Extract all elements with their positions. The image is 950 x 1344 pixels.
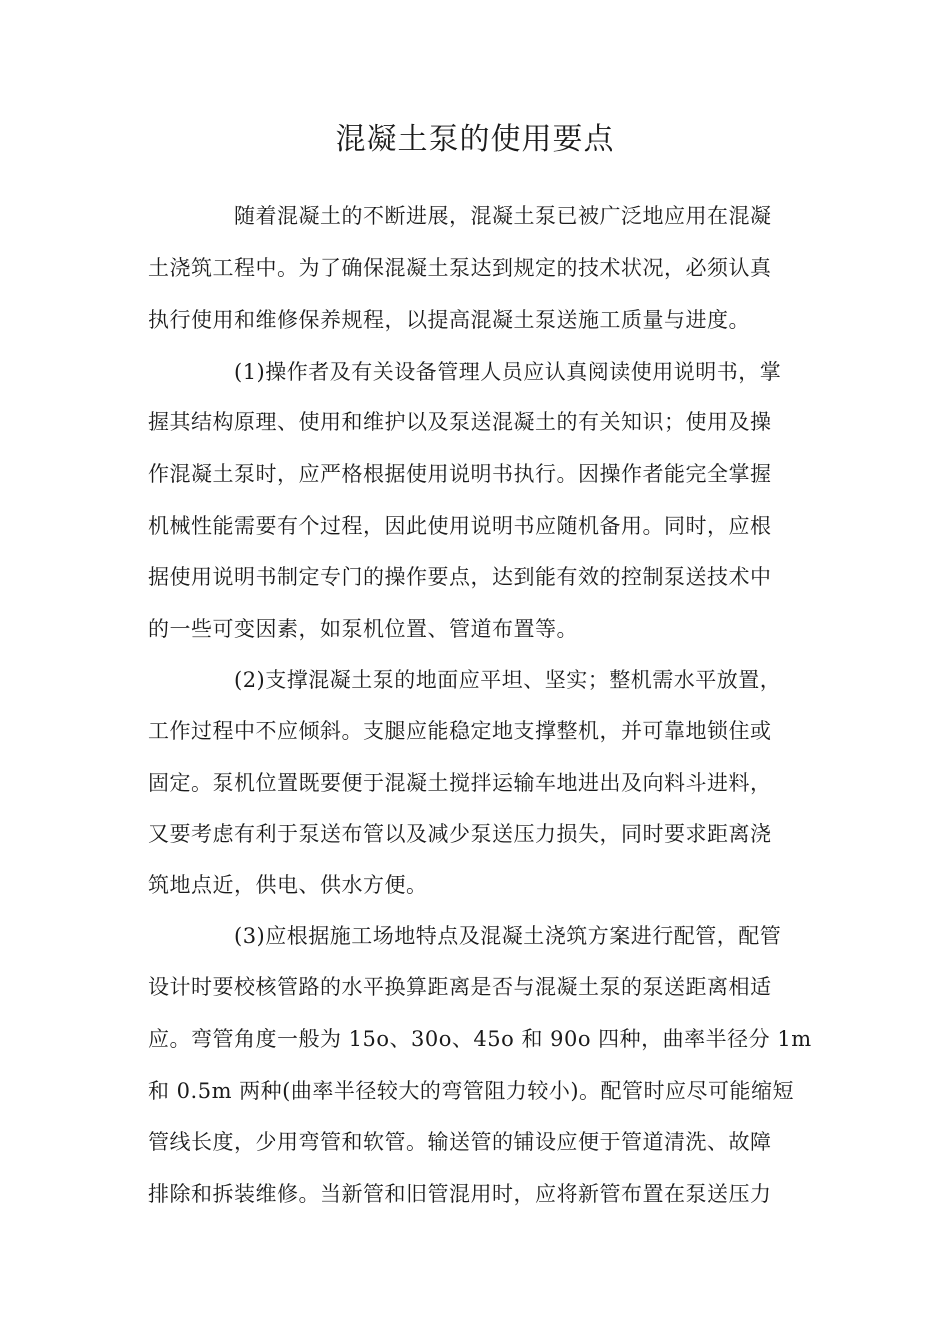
paragraph-line: 设计时要校核管路的水平换算距离是否与混凝土泵的泵送距离相适 <box>148 975 772 999</box>
paragraph-line: 机械性能需要有个过程，因此使用说明书应随机备用。同时，应根 <box>148 514 772 538</box>
paragraph-line: 固定。泵机位置既要便于混凝土搅拌运输车地进出及向料斗进料， <box>148 771 772 795</box>
paragraph-line: 随着混凝土的不断进展，混凝土泵已被广泛地应用在混凝 <box>234 204 772 228</box>
paragraph-line: 排除和拆装维修。当新管和旧管混用时，应将新管布置在泵送压力 <box>148 1182 772 1206</box>
paragraph-line: 据使用说明书制定专门的操作要点，达到能有效的控制泵送技术中 <box>148 565 772 589</box>
paragraph-line: 应。弯管角度一般为 15o、30o、45o 和 90o 四种，曲率半径分 1m <box>148 1027 812 1051</box>
paragraph-line: 又要考虑有利于泵送布管以及减少泵送压力损失，同时要求距离浇 <box>148 822 772 846</box>
paragraph-line: 筑地点近，供电、供水方便。 <box>148 873 428 897</box>
paragraph-line: 和 0.5m 两种(曲率半径较大的弯管阻力较小)。配管时应尽可能缩短 <box>148 1079 795 1103</box>
paragraph-line: 土浇筑工程中。为了确保混凝土泵达到规定的技术状况，必须认真 <box>148 256 772 280</box>
paragraph-line: 执行使用和维修保养规程，以提高混凝土泵送施工质量与进度。 <box>148 308 750 332</box>
paragraph-line: (3)应根据施工场地特点及混凝土浇筑方案进行配管，配管 <box>234 924 782 948</box>
paragraph-line: (2)支撑混凝土泵的地面应平坦、坚实；整机需水平放置， <box>234 668 782 692</box>
paragraph-line: 作混凝土泵时，应严格根据使用说明书执行。因操作者能完全掌握 <box>148 462 772 486</box>
paragraph-line: 管线长度，少用弯管和软管。输送管的铺设应便于管道清洗、故障 <box>148 1130 772 1154</box>
paragraph-line: 的一些可变因素，如泵机位置、管道布置等。 <box>148 617 578 641</box>
page-title: 混凝土泵的使用要点 <box>335 122 615 157</box>
paragraph-line: 握其结构原理、使用和维护以及泵送混凝土的有关知识；使用及操 <box>148 410 772 434</box>
paragraph-line: 工作过程中不应倾斜。支腿应能稳定地支撑整机，并可靠地锁住或 <box>148 719 772 743</box>
paragraph-line: (1)操作者及有关设备管理人员应认真阅读使用说明书，掌 <box>234 360 782 384</box>
